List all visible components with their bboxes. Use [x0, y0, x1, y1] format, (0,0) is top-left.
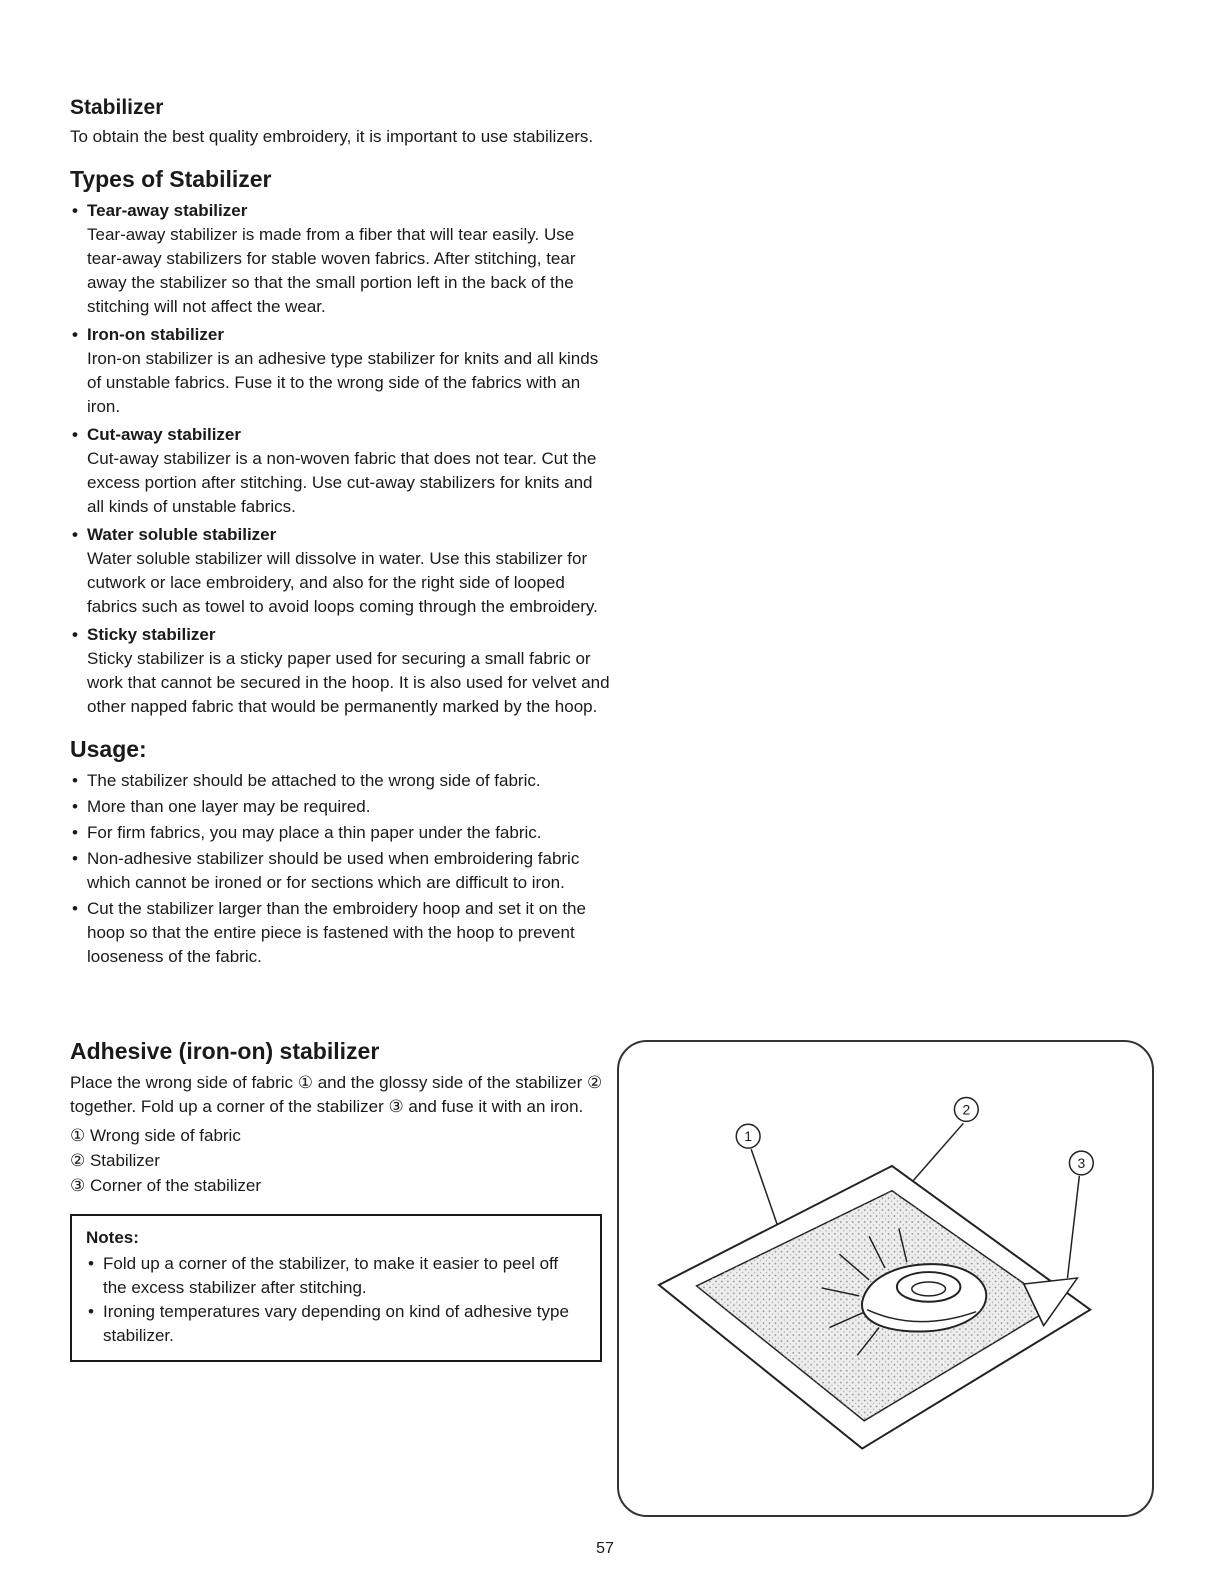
- leader-line-1: [751, 1149, 780, 1232]
- usage-item: • Cut the stabilizer larger than the embroidery hoop and set it on the hoop so that the entire piece is fastened with the hoop to prevent looseness of the fabric.: [70, 897, 610, 969]
- type-title: • Cut-away stabilizer: [70, 423, 610, 447]
- usage-item: • More than one layer may be required.: [70, 795, 610, 819]
- figure-label-3: [1069, 1151, 1093, 1175]
- notes-title: Notes:: [86, 1228, 139, 1247]
- type-item-cut-away: [70, 423, 610, 519]
- section-title-adhesive: Adhesive (iron-on) stabilizer: [70, 1038, 380, 1064]
- type-item-water-soluble: [70, 523, 610, 619]
- type-item-tear-away: [70, 199, 610, 319]
- type-title: • Tear-away stabilizer: [70, 199, 610, 223]
- page-number: 57: [596, 1540, 614, 1557]
- legend-item-3: ③ Corner of the stabilizer: [70, 1176, 261, 1195]
- leader-line-3: [1067, 1176, 1079, 1278]
- type-title: • Iron-on stabilizer: [70, 323, 610, 347]
- type-body: Iron-on stabilizer is an adhesive type stabilizer for knits and all kinds of unstable fabrics. Fuse it to the wrong side of the fabrics with an iron.: [87, 349, 599, 416]
- stabilizer-intro: To obtain the best quality embroidery, it is important to use stabilizers.: [70, 127, 594, 146]
- notes-box: [70, 1214, 602, 1362]
- type-body: Water soluble stabilizer will dissolve in water. Use this stabilizer for cutwork or lace embroidery, and also for the right side of looped fabrics such as towel to avoid loops coming through the embroidery.: [87, 549, 598, 616]
- usage-item: • For firm fabrics, you may place a thin paper under the fabric.: [70, 821, 610, 845]
- stabilizer-illustration: [619, 1042, 1152, 1515]
- section-title-types: Types of Stabilizer: [70, 166, 272, 192]
- type-body: Tear-away stabilizer is made from a fiber that will tear easily. Use tear-away stabilizers for stable woven fabrics. After stitching, tear away the stabilizer so that the small portion left in the back of the stitching will not affect the wear.: [87, 225, 576, 316]
- svg-text:3: 3: [1077, 1154, 1086, 1171]
- type-title: • Sticky stabilizer: [70, 623, 610, 647]
- text-column: [70, 95, 610, 1362]
- adhesive-section: [70, 1037, 610, 1198]
- note-item: • Fold up a corner of the stabilizer, to make it easier to peel off the excess stabilizer after stitching.: [86, 1252, 586, 1300]
- adhesive-stabilizer-figure: [617, 1040, 1154, 1517]
- legend-item-1: ① Wrong side of fabric: [70, 1126, 241, 1145]
- usage-item: • Non-adhesive stabilizer should be used when embroidering fabric which cannot be ironed or for sections which are difficult to iron.: [70, 847, 610, 895]
- figure-label-2: [954, 1098, 978, 1122]
- usage-item: • The stabilizer should be attached to the wrong side of fabric.: [70, 769, 610, 793]
- figure-label-1: [736, 1124, 760, 1148]
- svg-text:2: 2: [962, 1101, 971, 1118]
- note-item: • Ironing temperatures vary depending on kind of adhesive type stabilizer.: [86, 1300, 586, 1348]
- type-item-iron-on: [70, 323, 610, 419]
- type-item-sticky: [70, 623, 610, 719]
- section-title-usage: Usage:: [70, 736, 147, 762]
- type-body: Sticky stabilizer is a sticky paper used for securing a small fabric or work that cannot be secured in the hoop. It is also used for velvet and other napped fabric that would be permanently marked by the hoop.: [87, 649, 610, 716]
- svg-text:1: 1: [744, 1128, 753, 1145]
- legend-item-2: ② Stabilizer: [70, 1151, 160, 1170]
- type-body: Cut-away stabilizer is a non-woven fabric that does not tear. Cut the excess portion after stitching. Use cut-away stabilizers for knits and all kinds of unstable fabrics.: [87, 449, 597, 516]
- section-title-stabilizer: Stabilizer: [70, 96, 164, 119]
- type-title: • Water soluble stabilizer: [70, 523, 610, 547]
- adhesive-body: Place the wrong side of fabric ① and the glossy side of the stabilizer ② together. Fold up a corner of the stabilizer ③ and fuse it with an iron.: [70, 1073, 603, 1116]
